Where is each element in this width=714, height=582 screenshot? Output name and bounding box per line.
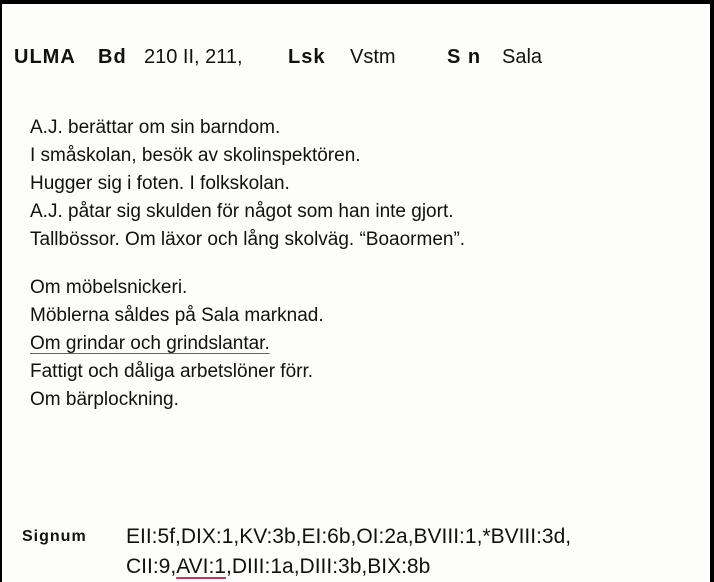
paragraph-furniture <box>30 274 324 414</box>
text-line: Tallbössor. Om läxor och lång skolväg. “Boaormen”. <box>30 229 466 250</box>
archive-name: ULMA <box>14 46 76 68</box>
text-line: Möblerna såldes på Sala marknad. <box>30 305 324 326</box>
bd-value: 210 II, 211, <box>144 46 243 68</box>
text-line: A.J. berättar om sin barndom. <box>30 117 281 138</box>
sn-label: S n <box>447 46 482 68</box>
signum-label: Signum <box>22 528 87 545</box>
text-line: Om möbelsnickeri. <box>30 277 188 298</box>
signum-line-2 <box>126 552 571 582</box>
signum-codes <box>126 522 571 582</box>
text-line: Fattigt och dåliga arbetslöner förr. <box>30 361 314 382</box>
text-line: A.J. påtar sig skulden för något som han inte gjort. <box>30 201 454 222</box>
text-line-underlined: Om grindar och grindslantar. <box>30 333 270 354</box>
signum-code: ,DIII:1a,DIII:3b,BIX:8b <box>226 555 431 578</box>
lsk-value: Vstm <box>350 46 396 68</box>
archive-card <box>2 4 710 582</box>
signum-code: CII:9, <box>126 555 177 578</box>
lsk-label: Lsk <box>288 46 326 68</box>
signum-line-1: EII:5f,DIX:1,KV:3b,EI:6b,OI:2a,BVIII:1,*BVIII:3d, <box>126 525 572 548</box>
sn-value: Sala <box>502 46 543 68</box>
bd-label: Bd <box>98 46 127 68</box>
text-line: Om bärplockning. <box>30 389 179 410</box>
text-line: I småskolan, besök av skolinspektören. <box>30 145 361 166</box>
text-line: Hugger sig i foten. I folkskolan. <box>30 173 290 194</box>
paragraph-childhood <box>30 114 465 254</box>
signum-code-underlined: AVI:1 <box>176 555 226 578</box>
